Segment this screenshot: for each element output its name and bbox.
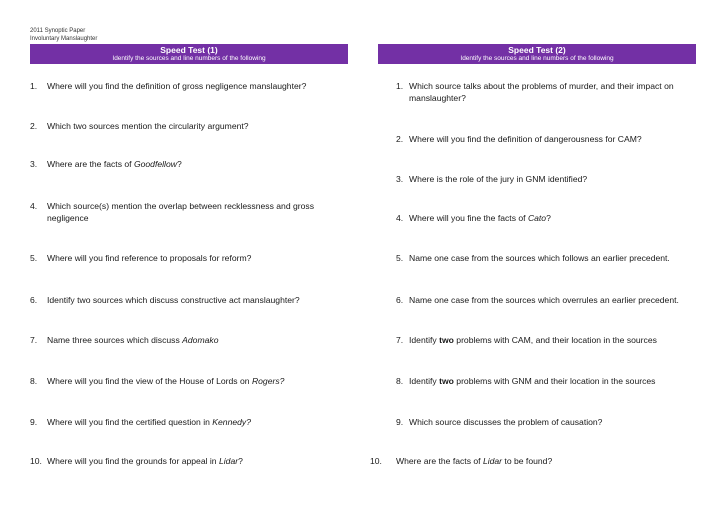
- question-1-9: 9. Where will you find the certified question in Kennedy?: [30, 417, 251, 427]
- question-1-8: 8. Where will you find the view of the House of Lords on Rogers?: [30, 376, 285, 386]
- question-2-3: 3. Where is the role of the jury in GNM identified?: [396, 174, 588, 184]
- question-2-8: 8. Identify two problems with GNM and their location in the sources: [396, 376, 656, 386]
- question-2-2: 2. Where will you find the definition of dangerousness for CAM?: [396, 134, 642, 144]
- question-1-6: 6. Identify two sources which discuss constructive act manslaughter?: [30, 295, 300, 305]
- speed-test-1-panel: [30, 44, 348, 466]
- speed-test-1-title: Speed Test (1): [160, 45, 218, 55]
- question-1-3: 3. Where are the facts of Goodfellow?: [30, 159, 182, 169]
- question-1-5: 5. Where will you find reference to proposals for reform?: [30, 253, 252, 263]
- question-2-1: 1. Which source talks about the problems of murder, and their impact on manslaughter?: [396, 81, 674, 103]
- document-meta: [30, 27, 97, 43]
- question-1-4: 4. Which source(s) mention the overlap between recklessness and gross negligence: [30, 201, 315, 223]
- question-2-9: 9. Which source discusses the problem of causation?: [396, 417, 603, 427]
- meta-line-paper: 2011 Synoptic Paper: [30, 28, 86, 34]
- question-1-2: 2. Which two sources mention the circularity argument?: [30, 121, 249, 131]
- question-1-7: 7. Name three sources which discuss Adomako: [30, 335, 219, 345]
- speed-test-1-banner: [30, 44, 348, 64]
- question-2-4: 4. Where will you fine the facts of Cato?: [396, 213, 551, 223]
- question-2-6: 6. Name one case from the sources which overrules an earlier precedent.: [396, 295, 679, 305]
- question-1-1: 1. Where will you find the definition of gross negligence manslaughter?: [30, 81, 307, 91]
- question-1-10: 10. Where will you find the grounds for appeal in Lidar?: [30, 456, 243, 466]
- question-2-10: 10. Where are the facts of Lidar to be found?: [370, 456, 553, 466]
- question-2-5: 5. Name one case from the sources which follows an earlier precedent.: [396, 253, 670, 263]
- meta-line-topic: Involuntary Manslaughter: [30, 36, 98, 42]
- speed-test-1-subtitle: Identify the sources and line numbers of the following: [112, 55, 266, 62]
- speed-test-2-panel: [370, 44, 696, 466]
- speed-test-2-title: Speed Test (2): [508, 45, 566, 55]
- question-2-7: 7. Identify two problems with CAM, and their location in the sources: [396, 335, 657, 345]
- speed-test-2-subtitle: Identify the sources and line numbers of the following: [460, 55, 614, 62]
- speed-test-2-banner: [378, 44, 696, 64]
